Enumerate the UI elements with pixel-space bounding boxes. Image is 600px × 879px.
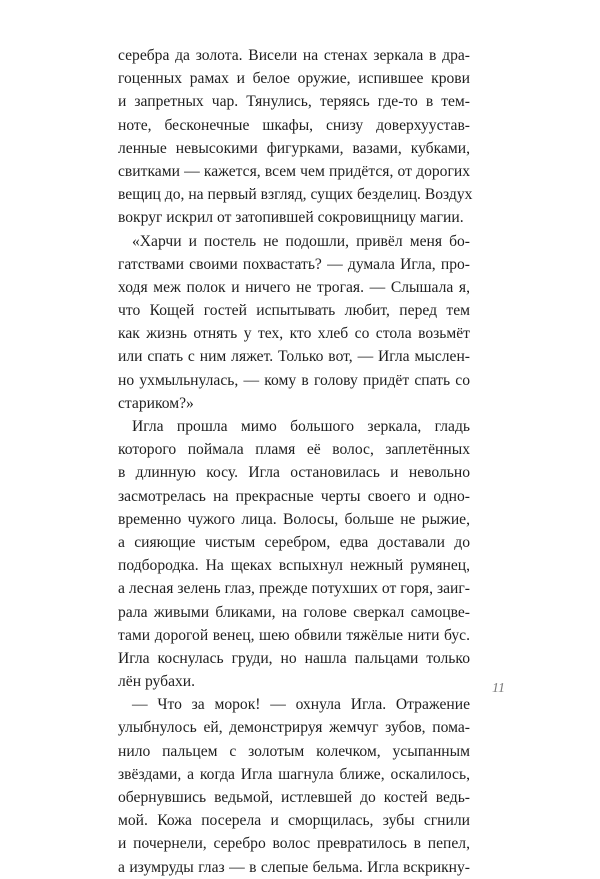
text-line: Игла прошла мимо большого зеркала, гладь	[132, 418, 470, 435]
text-line: засмотрелась на прекрасные черты своего и одно-	[118, 487, 470, 505]
text-line: ленные невысокими фигурками, вазами, кубками,	[118, 139, 470, 157]
text-line: и почернели, серебро волос превратилось в пепел,	[118, 835, 470, 853]
text-line: Игла коснулась груди, но нашла пальцами только	[118, 649, 470, 667]
text-line: которого поймала пламя её волос, заплетённых	[118, 441, 470, 459]
text-line: улыбнулось ей, демонстрируя жемчуг зубов, пома-	[118, 719, 470, 737]
text-line: — Что за морок! — охнула Игла. Отражение	[132, 696, 470, 714]
text-line: звёздами, а когда Игла шагнула ближе, оскалилось,	[118, 765, 470, 783]
text-line: рала живыми бликами, на голове сверкал самоцве-	[118, 603, 470, 621]
text-line: мой. Кожа посерела и сморщилась, зубы сгнили	[118, 812, 470, 830]
text-line: гоценных рамах и белое оружие, испившее крови	[118, 70, 470, 88]
text-line: ноте, бесконечные шкафы, снизу доверхуустав-	[118, 116, 470, 134]
text-line: а лесная зелень глаз, прежде потухших от горя, заиг-	[118, 580, 470, 598]
text-line: вещиц до, на первый взгляд, сущих безделиц. Воздух	[118, 186, 473, 204]
text-line: а изумруды глаз — в слепые бельма. Игла вскрикну-	[118, 858, 470, 876]
page-number: 11	[492, 681, 505, 696]
text-line: стариком?»	[118, 394, 194, 412]
text-line: как жизнь отнять у тех, кто хлеб со стола возьмёт	[118, 325, 470, 343]
text-line: «Харчи и постель не подошли, привёл меня бо-	[132, 232, 470, 250]
text-line: подбородка. На щеках вспыхнул нежный румянец,	[118, 557, 470, 575]
text-line: тами дорогой венец, шею обвили тяжёлые нити бус.	[118, 626, 470, 644]
text-line: но ухмыльнулась, — кому в голову придёт спать со	[118, 371, 470, 389]
text-line: ходя меж полок и ничего не трогая. — Слышала я,	[118, 278, 470, 296]
text-line: гатствами своими похвастать? — думала Игла, про-	[118, 255, 470, 273]
text-line: лён рубахи.	[118, 673, 196, 691]
text-line: свитками — кажется, всем чем придётся, от дорогих	[118, 162, 470, 180]
text-line: и запретных чар. Тянулись, теряясь где-то в тем-	[118, 93, 470, 111]
text-line: а сияющие чистым серебром, едва доставали до	[118, 533, 470, 551]
text-line: временно чужого лица. Волосы, больше не рыжие,	[118, 510, 470, 528]
body-text	[118, 44, 473, 879]
text-line: вокруг искрил от затопившей сокровищницу магии.	[118, 209, 464, 227]
text-line: серебра да золота. Висели на стенах зеркала в дра-	[118, 47, 470, 64]
text-line: что Кощей гостей испытывать любит, перед тем	[118, 302, 470, 320]
text-line: в длинную косу. Игла остановилась и невольно	[118, 464, 470, 482]
text-line: обернувшись ведьмой, истлевшей до костей ведь-	[118, 789, 470, 806]
text-line: нило пальцем с золотым колечком, усыпанным	[118, 742, 470, 760]
text-line: или спать с ним ляжет. Только вот, — Игла мыслен-	[118, 348, 470, 366]
